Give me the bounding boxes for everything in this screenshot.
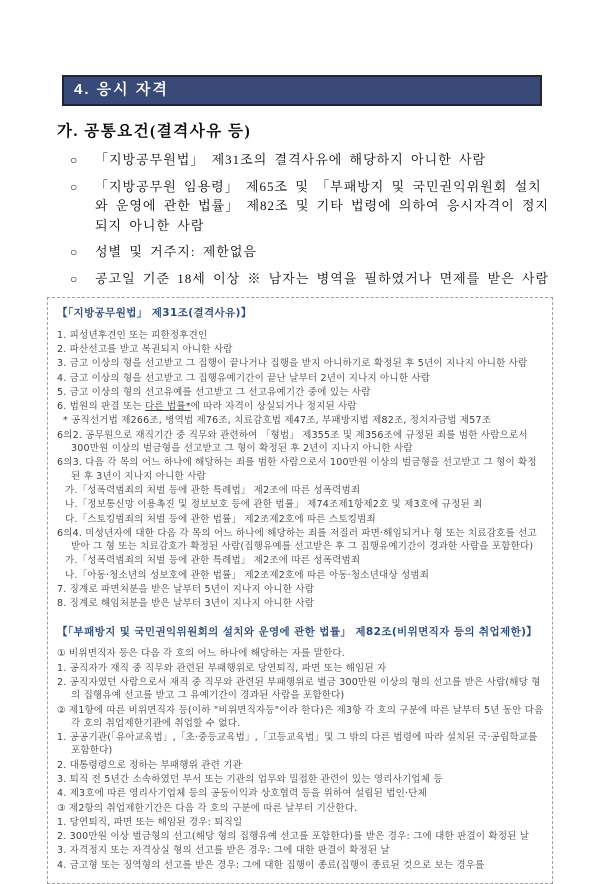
circle-bullet-icon: ○ <box>70 271 79 286</box>
law-line: 3. 퇴직 전 5년간 소속하였던 부서 또는 기관의 업무와 밀접한 관련이 있는 영리사기업체 등 <box>57 773 443 785</box>
bullet-text: 공고일 기준 18세 이상 ※ 남자는 병역을 필하였거나 면제를 받은 사람 <box>95 270 550 286</box>
law-line: 2. 파산선고를 받고 복권되지 아니한 사람 <box>57 343 233 355</box>
law-line: 1. 피성년후견인 또는 피한정후견인 <box>57 329 208 341</box>
circle-bullet-icon: ○ <box>70 245 79 259</box>
circle-bullet-icon: ○ <box>70 179 79 194</box>
law-line: 8. 징계로 해임처분을 받은 날부터 3년이 지나지 아니한 사람 <box>57 598 315 610</box>
law-subline: 가.「성폭력범죄의 처벌 등에 관한 특례법」 제2조에 따른 성폭력범죄 <box>65 555 361 567</box>
law2-heading: 【「부패방지 및 국민권익위원회의 설치와 운영에 관한 법률」 제82조(비위면직자 등의 취업제한)】 <box>57 625 538 638</box>
circle-bullet-icon: ○ <box>70 153 79 167</box>
law-line-text: 에 따라 자격이 상실되거나 정지된 사람 <box>190 401 357 413</box>
footnote-line: * 공직선거법 제266조, 병역법 제76조, 치료감호법 제47조, 부패방지법 제82조, 정치자금법 제57조 <box>63 415 492 427</box>
law-line: ① 비위면직자 등은 다음 각 호의 어느 하나에 해당하는 자를 말한다. <box>57 648 345 660</box>
law-line: 1. 당연퇴직, 파면 또는 해임된 경우: 퇴직일 <box>57 816 243 828</box>
law-line: 5. 금고 이상의 형의 선고유예를 선고받고 그 선고유예기간 중에 있는 사람 <box>57 386 371 398</box>
law-excerpt-box <box>47 297 553 884</box>
common-requirements-list <box>70 150 552 288</box>
law-line: 6의4. 미성년자에 대한 다음 각 목의 어느 하나에 해당하는 죄를 저질러 파면·해임되거나 형 또는 치료감호를 선고받아 그 형 또는 치료감호가 확정된 사람(집행유예를 선고받은 후 그 집행유예기간이 경과한 사람을 포함한다) <box>57 527 537 553</box>
section-title-bar <box>62 75 542 106</box>
law-line-text: 6. 법원의 판결 또는 <box>57 401 145 413</box>
law-line: 1. 공직자가 재직 중 직무와 관련된 부패행위로 당연퇴직, 파면 또는 해임된 자 <box>57 662 387 674</box>
law-line: 6의3. 다음 각 목의 어느 하나에 해당하는 죄를 범한 사람으로서 100만원 이상의 벌금형을 선고받고 그 형이 확정된 후 3년이 지나지 아니한 사람 <box>57 457 537 482</box>
law1-heading: 【「지방공무원법」 제31조(결격사유)】 <box>57 307 252 319</box>
underlined-phrase: 다른 법률* <box>144 401 191 413</box>
list-item <box>70 242 552 262</box>
law-line: 4. 금고 이상의 형을 선고받고 그 집행유예기간이 끝난 날부터 2년이 지나지 아니한 사람 <box>57 372 431 384</box>
law-line: 1. 공공기관(「유아교육법」,「초·중등교육법」,「고등교육법」및 그 밖의 다른 법령에 따라 설치된 국·공립학교를 포함한다) <box>57 732 538 757</box>
law-line: 2. 300만원 이상 벌금형의 선고(해당 형의 집행유예 선고를 포함한다)를 받은 경우: 그에 대한 판결이 확정된 날 <box>57 831 530 843</box>
law-line <box>57 400 544 413</box>
bullet-text: 성별 및 거주지: 제한없음 <box>95 244 257 259</box>
law-line: 4. 금고형 또는 징역형의 선고를 받은 경우: 그에 대한 집행이 종료(집행이 종료된 것으로 보는 경우를 <box>57 859 485 871</box>
bullet-text: 「지방공무원법」 제31조의 결격사유에 해당하지 아니한 사람 <box>95 152 487 167</box>
law-line: ③ 제2항의 취업제한기간은 다음 각 호의 구분에 따른 날부터 기산한다. <box>57 802 358 814</box>
law-subline: 가.「성폭력범죄의 처벌 등에 관한 특례법」 제2조에 따른 성폭력범죄 <box>65 484 361 496</box>
list-item <box>70 150 552 170</box>
section-title: 4. 응시 자격 <box>74 81 169 98</box>
law-line: ② 제1항에 따른 비위면직자 등(이하 "비위면직자등"이라 한다)은 제3항 각 호의 구분에 따른 날부터 5년 동안 다음 각 호의 취업제한기관에 취업할 수 없다. <box>57 704 544 729</box>
law-line: 2. 대통령령으로 정하는 부패행위 관련 기관 <box>57 759 242 771</box>
list-item <box>70 269 552 289</box>
law-line: 7. 징계로 파면처분을 받은 날부터 5년이 지나지 아니한 사람 <box>57 584 315 596</box>
bullet-text: 「지방공무원 임용령」 제65조 및 「부패방지 및 국민권익위원회 설치와 운영에 관한 법률」 제82조 및 기타 법령에 의하여 응시자격이 정지되지 아니한 사람 <box>95 178 550 233</box>
law-line: 3. 자격정지 또는 자격상실 형의 선고를 받은 경우: 그에 대한 판결이 확정된 날 <box>57 845 390 857</box>
law-subline: 다.「스토킹범죄의 처벌 등에 관한 법률」 제2조제2호에 따른 스토킹범죄 <box>65 513 376 525</box>
law-line: 6의2. 공무원으로 재직기간 중 직무와 관련하여 「형법」 제355조 및 제356조에 규정된 죄를 범한 사람으로서 300만원 이상의 벌금형을 선고받고 그 형이 확정된 후 2년이 지나지 아니한 사람 <box>57 429 528 455</box>
list-item <box>70 177 552 236</box>
law-subline: 나.「정보통신망 이용촉진 및 정보보호 등에 관한 법률」 제74조제1항제2호 및 제3호에 규정된 죄 <box>65 499 483 511</box>
law-subline: 나.「아동·청소년의 성보호에 관한 법률」 제2조제2호에 따른 아동·청소년대상 성범죄 <box>65 569 430 581</box>
subsection-heading: 가. 공통요건(결격사유 등) <box>57 123 252 140</box>
law-line: 4. 제3호에 따른 영리사기업체 등의 공동이익과 상호협력 등을 위하여 설립된 법인·단체 <box>57 788 427 800</box>
law-line: 2. 공직자였던 사람으로서 재직 중 직무와 관련된 부패행위로 벌금 300만원 이상의 형의 선고를 받은 사람(해당 형의 집행유예 선고를 받고 그 유예기간이 경과된 사람을 포함한다) <box>57 676 541 702</box>
law-line: 3. 금고 이상의 형을 선고받고 그 집행이 끝나거나 집행을 받지 아니하기로 확정된 후 5년이 지나지 아니한 사람 <box>57 358 528 370</box>
